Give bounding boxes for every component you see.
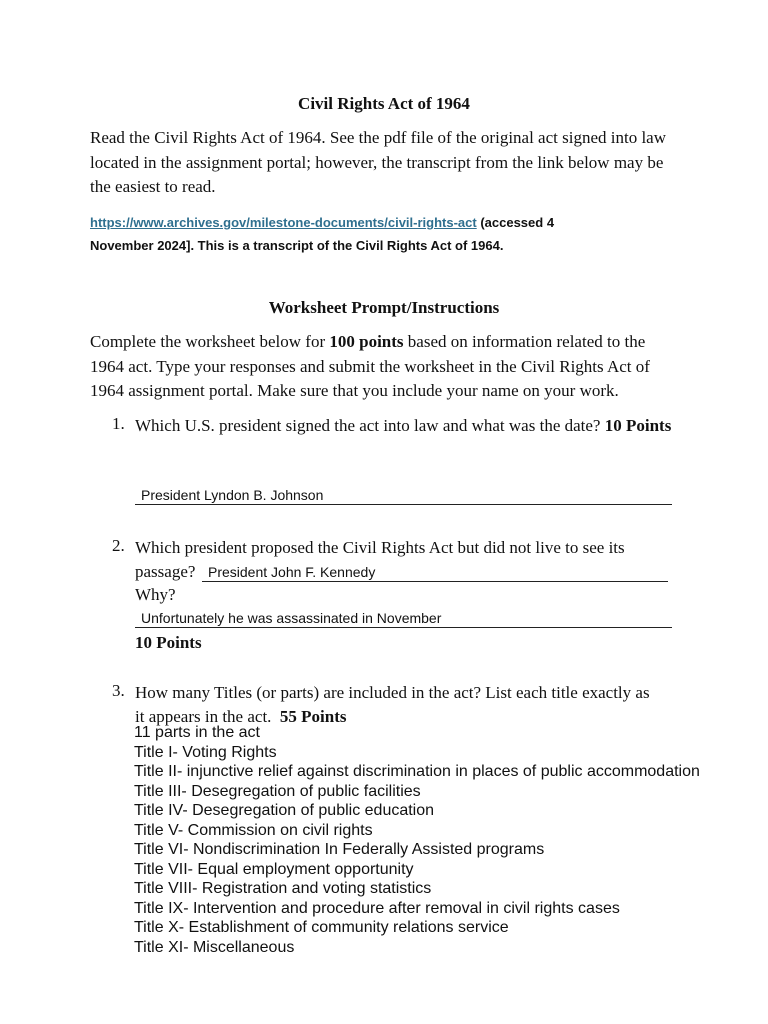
link-note-2: November 2024]. This is a transcript of the Civil Rights Act of 1964. — [90, 238, 504, 253]
question-1-points: 10 Points — [604, 416, 672, 435]
list-item: Title VI- Nondiscrimination In Federally Assisted programs — [134, 841, 545, 858]
question-2-answer-president[interactable]: President John F. Kennedy — [202, 564, 668, 582]
list-item: Title XI- Miscellaneous — [134, 938, 295, 956]
instructions-pre: Complete the worksheet below for — [90, 332, 330, 351]
list-item: Title IV- Desegregation of public education — [134, 802, 435, 819]
question-1-answer[interactable]: President Lyndon B. Johnson — [135, 487, 672, 505]
instructions-points: 100 points — [329, 332, 404, 351]
source-link-line — [90, 211, 690, 257]
question-2-line1: Which president proposed the Civil Rights Act but did not live to see its — [135, 538, 625, 557]
list-item: Title I- Voting Rights — [134, 743, 277, 761]
link-note-1: (accessed 4 — [476, 215, 555, 230]
list-item: Title IX- Intervention and procedure after removal in civil rights cases — [134, 899, 620, 917]
question-2-number: 2. — [112, 536, 125, 555]
list-item: Title VIII- Registration and voting statistics — [134, 880, 432, 897]
question-3-line1: How many Titles (or parts) are included in the act? List each title exactly as — [135, 683, 650, 702]
question-2-answer-why[interactable]: Unfortunately he was assassinated in November — [135, 610, 672, 628]
instructions-paragraph — [90, 330, 680, 404]
list-item: 11 parts in the act — [134, 724, 260, 741]
archives-link[interactable]: https://www.archives.gov/milestone-documents/civil-rights-act — [90, 215, 477, 230]
question-2-line2: passage? — [135, 562, 196, 581]
question-3-number: 3. — [112, 681, 125, 700]
instructions-post: based on information related to the 1964 act. Type your responses and submit the worksheet in the Civil Rights Act of 1964 assignment portal. Make sure that you include your name on your work. — [90, 332, 650, 400]
question-3-prompt-end: it appears in the act. — [135, 707, 272, 726]
list-item: Title VII- Equal employment opportunity — [134, 860, 414, 878]
list-item: Title II- injunctive relief against discrimination in places of public accommodation — [134, 763, 700, 780]
question-1-number: 1. — [112, 414, 125, 433]
question-3-points: 55 Points — [279, 707, 347, 726]
list-item: Title III- Desegregation of public facilities — [134, 782, 421, 800]
list-item: Title V- Commission on civil rights — [134, 821, 373, 839]
question-2-why: Why? — [135, 585, 176, 604]
document-title: Civil Rights Act of 1964 — [298, 94, 470, 113]
list-item: Title X- Establishment of community relations service — [134, 919, 509, 936]
intro-paragraph: Read the Civil Rights Act of 1964. See the pdf file of the original act signed into law located in the assignment portal; however, the transcript from the link below may be the easiest to read. — [90, 128, 666, 196]
question-2-points: 10 Points — [135, 633, 202, 652]
question-3-answer-list[interactable] — [134, 723, 734, 957]
question-1-text — [135, 414, 675, 438]
worksheet-title: Worksheet Prompt/Instructions — [268, 298, 500, 317]
question-1-prompt: Which U.S. president signed the act into law and what was the date? — [135, 416, 601, 435]
